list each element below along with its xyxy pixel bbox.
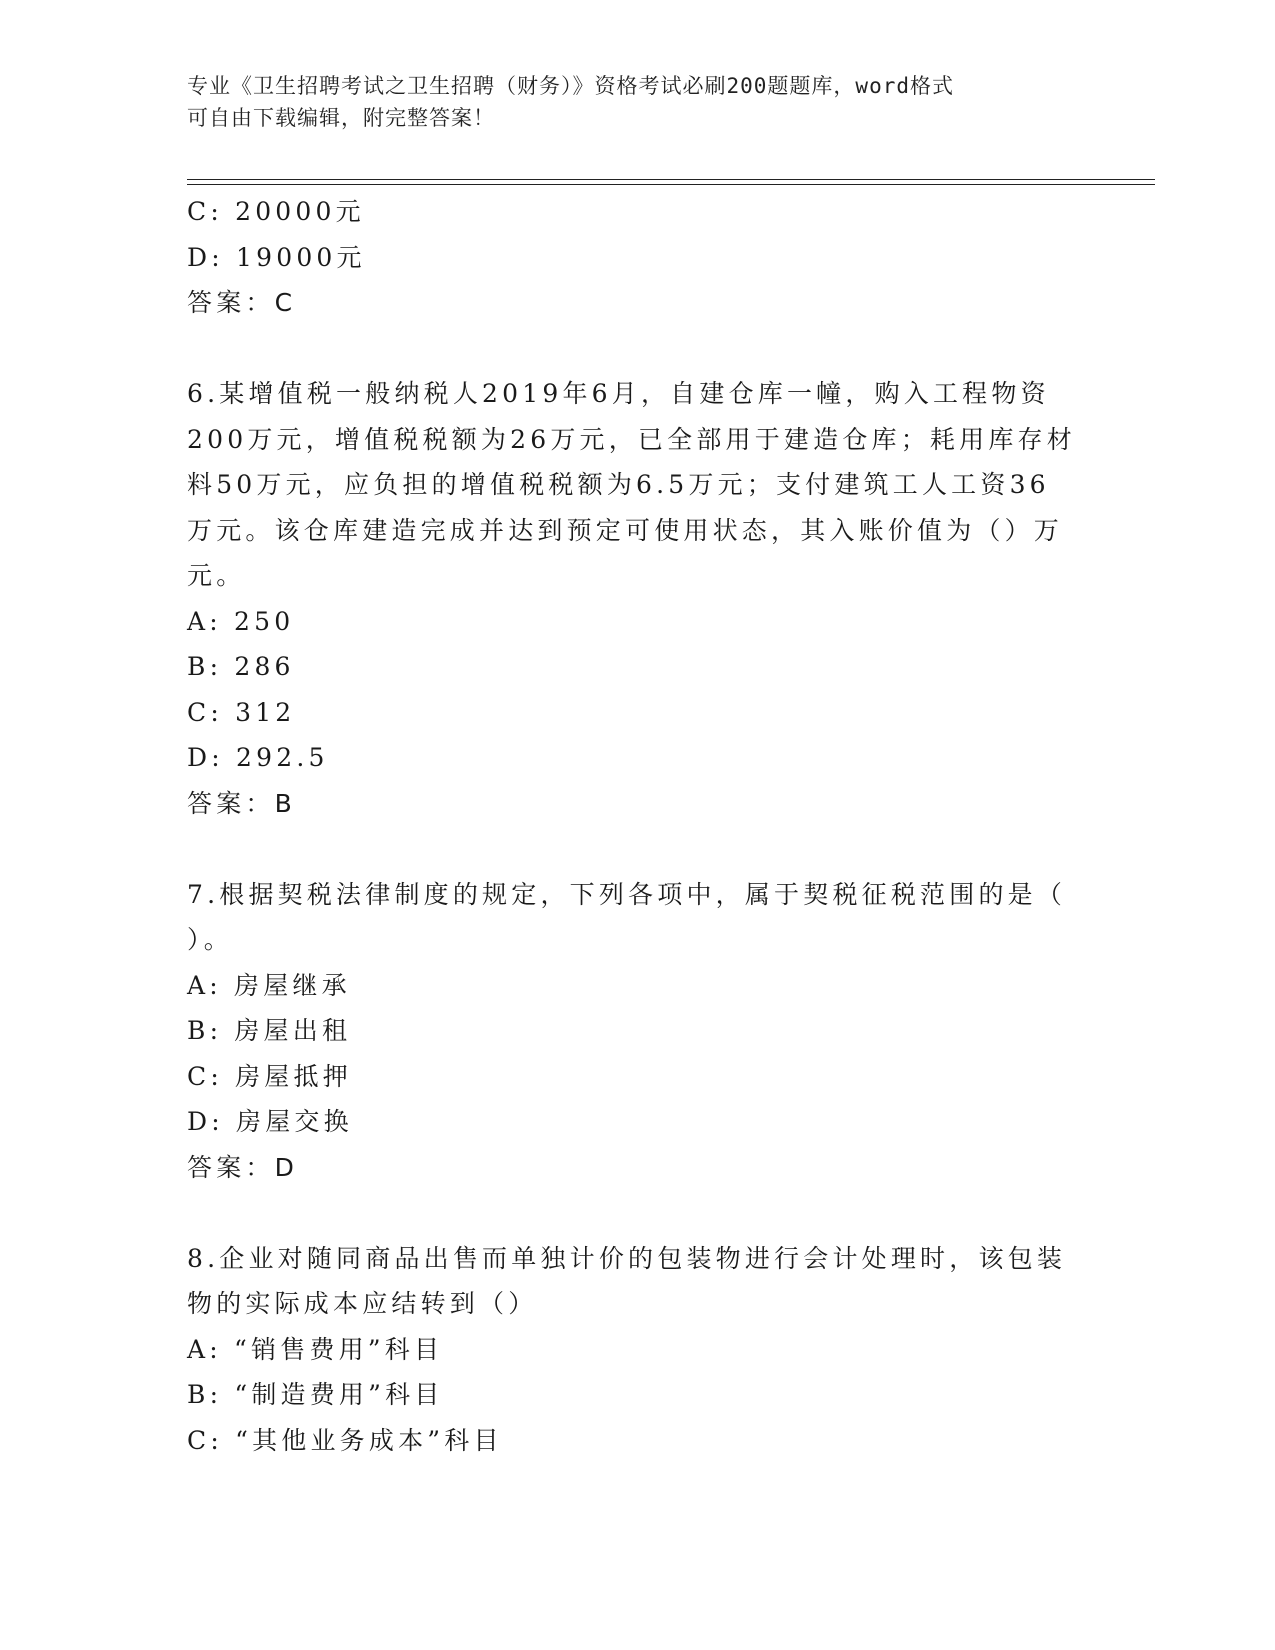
- question-text-line: 元。: [187, 561, 246, 590]
- spacer: [187, 326, 1087, 372]
- option-b: B: 286: [187, 652, 295, 681]
- option-c: C: 房屋抵押: [187, 1061, 352, 1091]
- question-text-line: ）。: [187, 925, 233, 954]
- header-divider-bottom: [187, 184, 1155, 185]
- document-body: [187, 189, 1087, 1463]
- option-d: D: 房屋交换: [187, 1107, 353, 1136]
- answer-label: 答案：D: [187, 1152, 299, 1182]
- question-6: [187, 371, 1087, 826]
- option-a: A: “销售费用”科目: [187, 1334, 444, 1364]
- question-8: [187, 1236, 1087, 1464]
- option-c: C: 312: [187, 697, 296, 727]
- question-text-line: 8.企业对随同商品出售而单独计价的包装物进行会计处理时，该包装: [187, 1243, 1067, 1273]
- header-divider-top: [187, 179, 1155, 180]
- answer-label: 答案：C: [187, 288, 297, 317]
- option-b: B: “制造费用”科目: [187, 1380, 444, 1409]
- spacer: [187, 826, 1087, 872]
- question-text-line: 200万元，增值税税额为26万元，已全部用于建造仓库；耗用库存材: [187, 424, 1076, 454]
- header-line-2: 可自由下载编辑，附完整答案！: [187, 106, 495, 130]
- question-text-line: 物的实际成本应结转到（）: [187, 1289, 538, 1318]
- answer-label: 答案：B: [187, 788, 296, 818]
- question-text-line: 6.某增值税一般纳税人2019年6月，自建仓库一幢，购入工程物资: [187, 379, 1050, 408]
- option-c: C: “其他业务成本”科目: [187, 1425, 503, 1455]
- question-text-line: 料50万元，应负担的增值税税额为6.5万元；支付建筑工人工资36: [187, 470, 1050, 499]
- header-line-1: 专业《卫生招聘考试之卫生招聘（财务）》资格考试必刷200题题库，word格式: [187, 74, 954, 98]
- question-text-line: 万元。该仓库建造完成并达到预定可使用状态，其入账价值为（）万: [187, 515, 1064, 545]
- option-d: D: 292.5: [187, 743, 329, 772]
- question-5-continued: [187, 189, 1087, 326]
- document-header: [187, 70, 1087, 134]
- option-d: D: 19000元: [187, 242, 366, 272]
- option-a: A: 250: [187, 606, 295, 636]
- option-c: C: 20000元: [187, 197, 365, 226]
- question-text-line: 7.根据契税法律制度的规定，下列各项中，属于契税征税范围的是（: [187, 879, 1067, 909]
- spacer: [187, 1190, 1087, 1236]
- option-a: A: 房屋继承: [187, 970, 351, 1000]
- option-b: B: 房屋出租: [187, 1016, 352, 1045]
- question-7: [187, 872, 1087, 1191]
